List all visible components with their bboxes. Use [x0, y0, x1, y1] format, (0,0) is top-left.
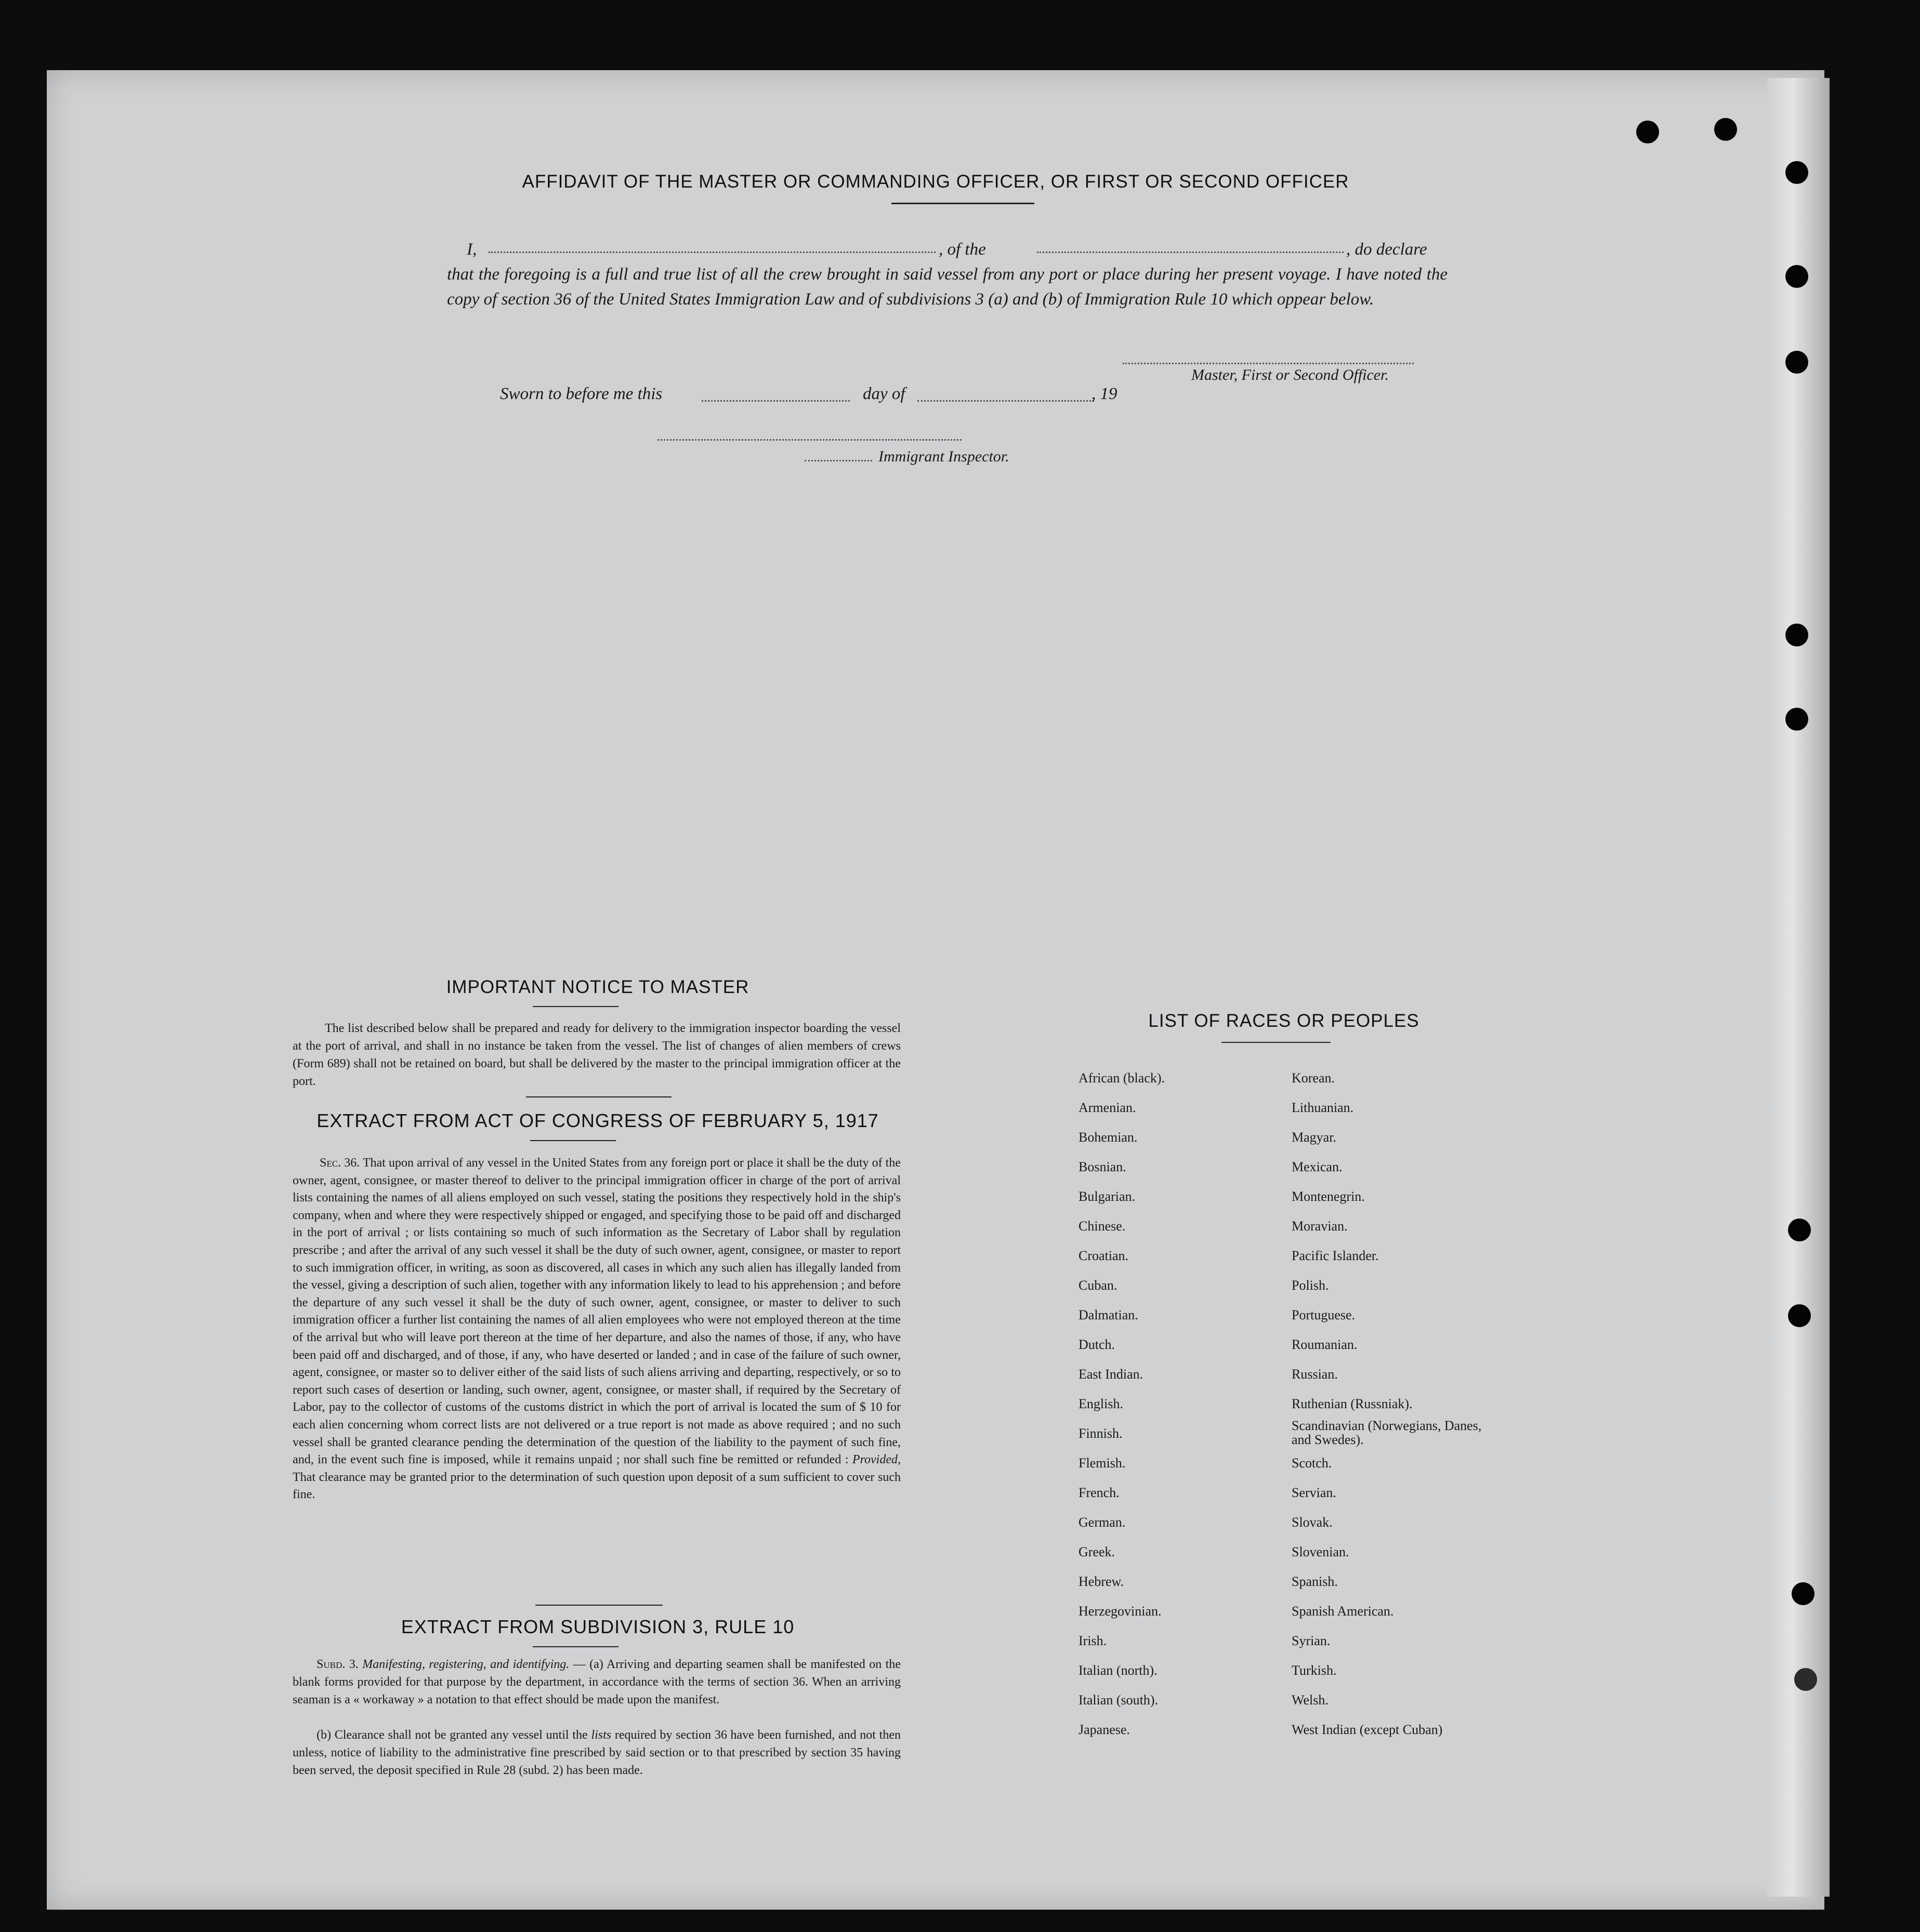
binder-hole	[1785, 708, 1808, 731]
binder-hole	[1785, 265, 1808, 288]
race-item: Greek.	[1079, 1544, 1115, 1559]
race-item: Chinese.	[1079, 1219, 1126, 1234]
race-item: Montenegrin.	[1292, 1189, 1365, 1204]
year-label: , 19	[1091, 385, 1117, 403]
binder-hole	[1792, 1582, 1814, 1605]
race-item: Hebrew.	[1079, 1574, 1124, 1589]
race-item: Spanish.	[1292, 1574, 1338, 1589]
inspector-label: Immigrant Inspector.	[878, 448, 1009, 465]
inspector-signature-line[interactable]	[657, 439, 962, 441]
race-item: Finnish.	[1079, 1426, 1123, 1441]
races-title: LIST OF RACES OR PEOPLES	[1148, 1011, 1419, 1031]
name-blank[interactable]	[489, 252, 936, 253]
binder-hole	[1794, 1668, 1817, 1691]
binder-hole	[1788, 1219, 1811, 1241]
affidavit-title: AFFIDAVIT OF THE MASTER OR COMMANDING OFFICER, OR FIRST OR SECOND OFFICER	[522, 171, 1349, 192]
act-section-text-end: That clearance may be granted prior to the determination of such question upon deposit of a sum sufficient to cover such fine.	[293, 1470, 901, 1502]
sworn-day-blank[interactable]	[702, 400, 850, 402]
sworn-month-blank[interactable]	[917, 400, 1094, 402]
race-item: Portuguese.	[1292, 1307, 1356, 1322]
race-item: Japanese.	[1079, 1722, 1130, 1737]
rule-subd-heading: Manifesting, registering, and identifying.	[362, 1658, 570, 1671]
notice-title: IMPORTANT NOTICE TO MASTER	[446, 977, 749, 997]
act-title: EXTRACT FROM ACT OF CONGRESS OF FEBRUARY 5, 1917	[317, 1110, 879, 1131]
race-item: Dalmatian.	[1079, 1307, 1138, 1322]
race-item: West Indian (except Cuban)	[1292, 1722, 1443, 1737]
race-item: Slovenian.	[1292, 1544, 1349, 1559]
vessel-blank[interactable]	[1037, 252, 1344, 253]
binder-hole	[1785, 161, 1808, 184]
races-left-column	[1079, 1063, 1276, 1744]
race-item: Pacific Islander.	[1292, 1248, 1379, 1263]
rule-title-rule	[533, 1646, 619, 1647]
binder-hole	[1785, 624, 1808, 646]
race-item: Flemish.	[1079, 1455, 1126, 1471]
rule-a-label: — (a)	[573, 1658, 603, 1671]
race-item: Italian (north).	[1079, 1663, 1158, 1678]
binder-hole	[1788, 1304, 1811, 1327]
binder-hole	[1636, 121, 1659, 143]
race-item: Mexican.	[1292, 1159, 1343, 1174]
rule-b-text-2: required by section 36 have been furnished, and not then unless, notice of liability to the administrative fine prescribed by said section or to that prescribed by section 35 having been served, the deposit specified in Rule 28 (subd. 2) has been made.	[293, 1728, 901, 1777]
act-section-label: Sec. 36.	[320, 1156, 360, 1170]
rule-subd-label: Subd. 3.	[317, 1658, 359, 1671]
race-item: Bosnian.	[1079, 1159, 1126, 1174]
race-item: Dutch.	[1079, 1337, 1115, 1352]
affidavit-title-rule	[891, 203, 1034, 204]
race-item: East Indian.	[1079, 1367, 1143, 1382]
notice-title-rule	[533, 1006, 619, 1007]
race-item: Ruthenian (Russniak).	[1292, 1396, 1413, 1411]
race-item: Scandinavian (Norwegians, Danes, and Swedes).	[1292, 1418, 1482, 1447]
race-item: German.	[1079, 1515, 1126, 1530]
act-title-rule	[530, 1140, 616, 1141]
affidavit-of-the: , of the	[939, 240, 986, 259]
act-provided: Provided,	[852, 1453, 901, 1467]
master-signature-line[interactable]	[1123, 363, 1414, 364]
race-item: Cuban.	[1079, 1278, 1117, 1293]
race-item: Roumanian.	[1292, 1337, 1358, 1352]
day-of-label: day of	[863, 385, 905, 403]
affidavit-do-declare: , do declare	[1346, 240, 1427, 259]
binder-hole	[1714, 118, 1737, 141]
inspector-signature-line-short[interactable]	[805, 460, 872, 461]
race-item: Slovak.	[1292, 1515, 1333, 1530]
notice-text: The list described below shall be prepared and ready for delivery to the immigration inspector boarding the vessel at the port of arrival, and shall in no instance be taken from the vessel. The list of changes of alien members of crews (Form 689) shall not be retained on board, but shall be delivered by the master to the principal immigration officer at the port.	[293, 1022, 901, 1088]
race-item: Bulgarian.	[1079, 1189, 1136, 1204]
race-item: Croatian.	[1079, 1248, 1129, 1263]
race-item: Moravian.	[1292, 1219, 1348, 1234]
master-signature-label: Master, First or Second Officer.	[1191, 366, 1389, 383]
notice-rule	[526, 1096, 672, 1097]
rule-a-text: Arriving and departing seamen shall be manifested on the blank forms provided for that purpose by the department, in accordance with the terms of section 36. When an arriving seaman is a « workaway » a notation to that effect should be made upon the manifest.	[293, 1658, 901, 1706]
races-title-rule	[1221, 1042, 1331, 1043]
race-item: Russian.	[1292, 1367, 1338, 1382]
binder-hole	[1785, 351, 1808, 374]
act-rule	[535, 1605, 663, 1606]
race-item: African (black).	[1079, 1070, 1165, 1086]
race-item: Welsh.	[1292, 1692, 1329, 1708]
rule-b-text-1: Clearance shall not be granted any vessel until the	[334, 1728, 588, 1742]
race-item: English.	[1079, 1396, 1123, 1411]
race-item: Irish.	[1079, 1633, 1107, 1648]
act-text	[293, 1155, 901, 1504]
rule-title: EXTRACT FROM SUBDIVISION 3, RULE 10	[401, 1616, 795, 1637]
rule-b-lists: lists	[591, 1728, 612, 1742]
race-item: Polish.	[1292, 1278, 1329, 1293]
affidavit-statement: that the foregoing is a full and true list of all the crew brought in said vessel from any port or place during her present voyage. I have noted the copy of section 36 of the United States Immigration Law and of subdivisions 3 (a) and (b) of Immigration Rule 10 which oppear below.	[447, 265, 1448, 309]
race-item: Armenian.	[1079, 1100, 1136, 1115]
race-item: Turkish.	[1292, 1663, 1337, 1678]
act-section-text: That upon arrival of any vessel in the United States from any foreign port or place it shall be the duty of the owner, agent, consignee, or master thereof to deliver to the principal immigration officer in charge of the port of arrival lists containing the names of all aliens employed on such vessel, stating the positions they respectively hold in the ship's company, when and where they were respectively shipped or engaged, and specifying those to be paid off and discharged in the port of arrival ; or lists containing so much of such information as the Secretary of Labor shall by regulation prescribe ; and after the arrival of any such vessel it shall be the duty of such owner, agent, consignee, or master to report to such immigration officer, in writing, as soon as discovered, all cases in which any such alien has illegally landed from the vessel, giving a description of such alien, together with any information likely to lead to his apprehension ; and before the departure of any such vessel it shall be the duty of such owner, agent, consignee, or master to deliver to such immigration officer a further list containing the names of all alien employees who were not employed thereon at the time of the arrival but who will leave port thereon at the time of her departure, and also the names of those, if any, who have been paid off and discharged, and of those, if any, who have deserted or landed ; and in case of the failure of such owner, agent, consignee, or master so to deliver either of the said lists of such aliens arriving and departing, respectively, or so to report such cases of desertion or landing, such owner, agent, consignee, or master shall, if required by the Secretary of Labor, pay to the collector of customs of the customs district in which the port of arrival is located the sum of $ 10 for each alien concerning whom correct lists are not delivered or a true report is not made as above required ; and no such vessel shall be granted clearance pending the determination of the question of the liability to the payment of such fine, and, in the event such fine is imposed, while it remains unpaid ; nor shall such fine be remitted or refunded :	[293, 1156, 901, 1467]
affidavit-i-label: I,	[467, 240, 477, 259]
race-item: Servian.	[1292, 1485, 1336, 1500]
rule-b-label: (b)	[317, 1728, 331, 1742]
race-item: Syrian.	[1292, 1633, 1331, 1648]
races-right-column	[1292, 1063, 1500, 1744]
race-item: French.	[1079, 1485, 1120, 1500]
race-item: Italian (south).	[1079, 1692, 1159, 1708]
race-item: Scotch.	[1292, 1455, 1332, 1471]
race-item: Spanish American.	[1292, 1604, 1394, 1619]
race-item: Bohemian.	[1079, 1130, 1138, 1145]
race-item: Herzegovinian.	[1079, 1604, 1162, 1619]
rule-subd-b	[293, 1726, 901, 1779]
race-item: Lithuanian.	[1292, 1100, 1354, 1115]
race-item: Korean.	[1292, 1070, 1335, 1086]
sworn-label: Sworn to before me this	[500, 385, 663, 403]
rule-subd-a	[293, 1656, 901, 1709]
race-item: Magyar.	[1292, 1130, 1336, 1145]
